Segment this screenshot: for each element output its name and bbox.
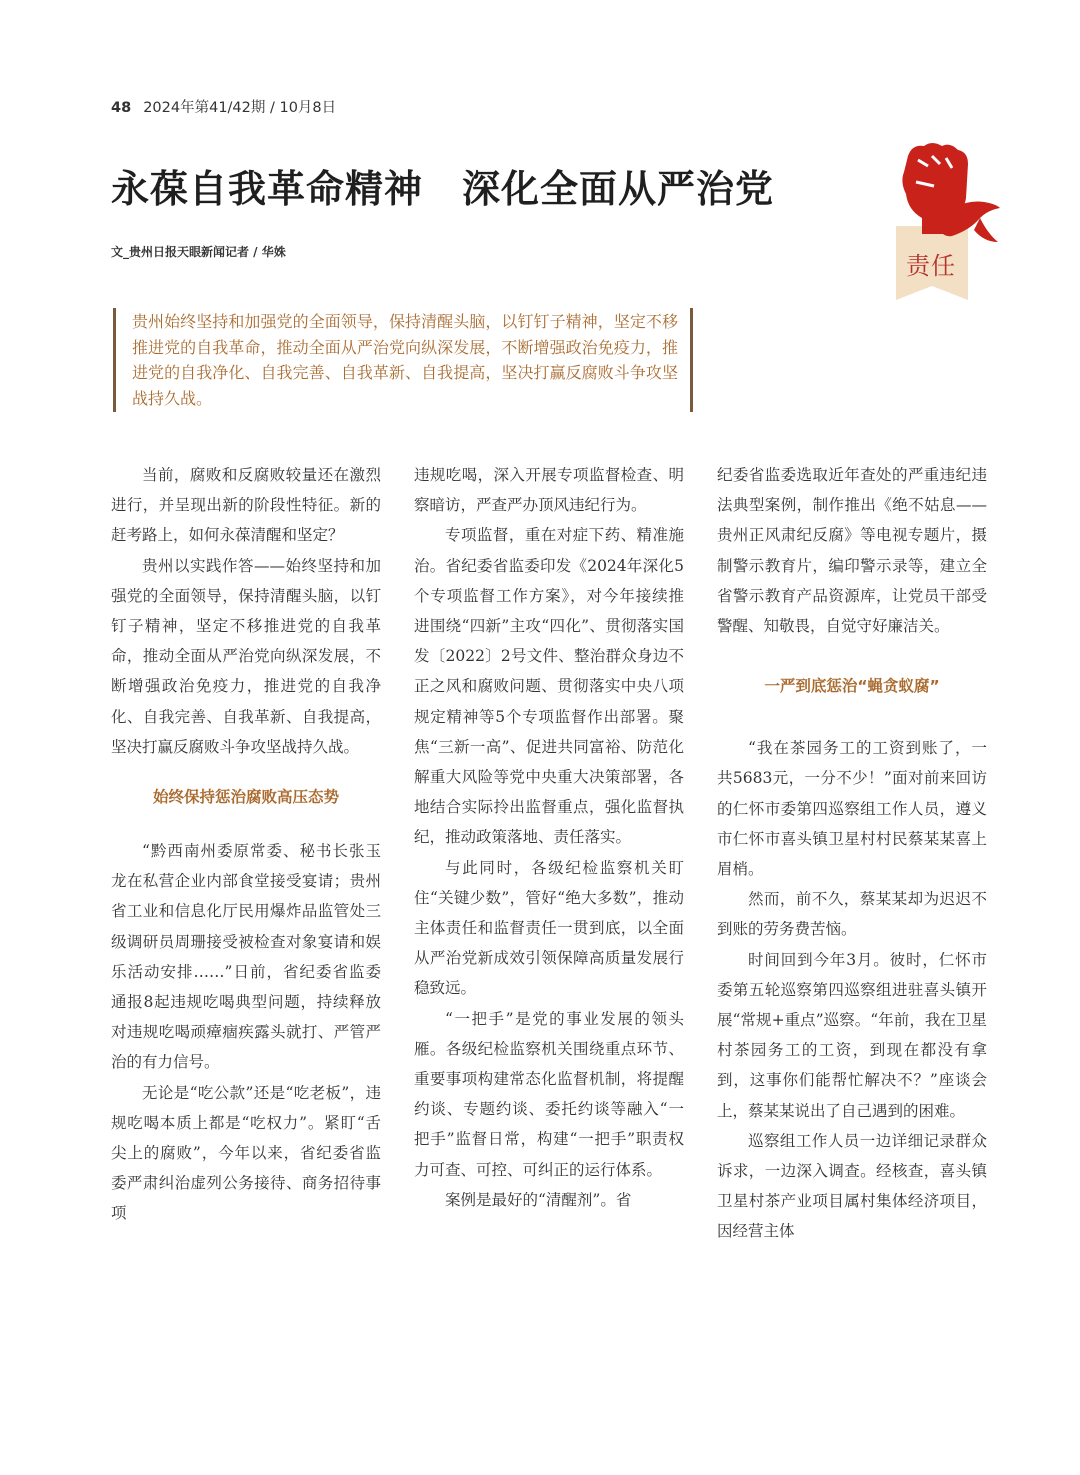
paragraph: 贵州以实践作答——始终坚持和加强党的全面领导，保持清醒头脑，以钉钉子精神，坚定不移推进党的自我革命，推动全面从严治党向纵深发展，不断增强政治免疫力，推进党的自我净化、自我完善、自我革新、自我提高，坚决打赢反腐败斗争攻坚战持久战。 [111, 556, 381, 756]
text-column-3 [717, 460, 987, 1247]
paragraph: 与此同时，各级纪检监察机关盯住“关键少数”，管好“绝大多数”，推动主体责任和监督责任一贯到底，以全面从严治党新成效引领保障高质量发展行稳致远。 [414, 858, 684, 998]
article-title: 永葆自我革命精神 深化全面从严治党 [111, 167, 775, 211]
paragraph: 违规吃喝，深入开展专项监督检查、明察暗访，严查严办顶风违纪行为。 [414, 466, 684, 515]
paragraph: 巡察组工作人员一边详细记录群众诉求，一边深入调查。经核查，喜头镇卫星村茶产业项目属村集体经济项目，因经营主体 [717, 1131, 987, 1241]
paragraph: 专项监督，重在对症下药、精准施治。省纪委省监委印发《2024年深化5个专项监督工作方案》，对今年接续推进围绕“四新”主攻“四化”、贯彻落实国发〔2022〕2号文件、整治群众身边不正之风和腐败问题、贯彻落实中央八项规定精神等5个专项监督作出部署。聚焦“三新一高”、促进共同富裕、防范化解重大风险等党中央重大决策部署，各地结合实际拎出监督重点，强化监督执纪，推动政策落地、责任落实。 [414, 526, 684, 847]
article-abstract: 贵州始终坚持和加强党的全面领导，保持清醒头脑，以钉钉子精神，坚定不移推进党的自我革命，推动全面从严治党向纵深发展，不断增强政治免疫力，推进党的自我净化、自我完善、自我革新、自我提高，坚决打赢反腐败斗争攻坚战持久战。 [113, 308, 693, 412]
text-column-2 [414, 460, 684, 1215]
section-heading: 始终保持惩治腐败高压态势 [152, 788, 339, 807]
issue-info: 2024年第41/42期 / 10月8日 [143, 100, 337, 116]
paragraph: “我在茶园务工的工资到账了，一共5683元，一分不少！”面对前来回访的仁怀市委第四巡察组工作人员，遵义市仁怀市喜头镇卫星村村民蔡某某喜上眉梢。 [717, 739, 987, 879]
section-badge [888, 138, 1003, 306]
ribbon-tail [974, 218, 998, 242]
paragraph: 时间回到今年3月。彼时，仁怀市委第五轮巡察第四巡察组进驻喜头镇开展“常规+重点”巡察。“年前，我在卫星村茶园务工的工资，到现在都没有拿到，这事你们能帮忙解决不？”座谈会上，蔡某某说出了自己遇到的困难。 [717, 950, 987, 1120]
text-column-1 [111, 460, 381, 1229]
byline: 文_贵州日报天眼新闻记者 / 华姝 [111, 245, 286, 259]
paragraph: 然而，前不久，蔡某某却为迟迟不到账的劳务费苦恼。 [717, 890, 987, 939]
paragraph: “黔西南州委原常委、秘书长张玉龙在私营企业内部食堂接受宴请；贵州省工业和信息化厅民用爆炸品监管处三级调研员周珊接受被检查对象宴请和娱乐活动安排……”日前，省纪委省监委通报8起违规吃喝典型问题，持续释放对违规吃喝顽瘴痼疾露头就打、严管严治的有力信号。 [111, 842, 381, 1072]
page-number: 48 [111, 100, 132, 116]
paragraph: 纪委省监委选取近年查处的严重违纪违法典型案例，制作推出《绝不姑息——贵州正风肃纪反腐》等电视专题片，摄制警示教育片，编印警示录等，建立全省警示教育产品资源库，让党员干部受警醒、知敬畏，自觉守好廉洁关。 [717, 466, 987, 636]
paragraph: 无论是“吃公款”还是“吃老板”，违规吃喝本质上都是“吃权力”。紧盯“舌尖上的腐败”，今年以来，省纪委省监委严肃纠治虚列公务接待、商务招待事项 [111, 1083, 381, 1223]
section-heading: 一严到底惩治“蝇贪蚁腐” [764, 677, 940, 696]
paragraph: 案例是最好的“清醒剂”。省 [445, 1190, 632, 1209]
badge-label: 责任 [906, 252, 956, 280]
page-header [111, 96, 336, 117]
paragraph: 当前，腐败和反腐败较量还在激烈进行，并呈现出新的阶段性特征。新的赶考路上，如何永葆清醒和坚定？ [111, 466, 381, 545]
paragraph: “一把手”是党的事业发展的领头雁。各级纪检监察机关围绕重点环节、重要事项构建常态化监督机制，将提醒约谈、专题约谈、委托约谈等融入“一把手”监督日常，构建“一把手”职责权力可查、可控、可纠正的运行体系。 [414, 1009, 684, 1179]
